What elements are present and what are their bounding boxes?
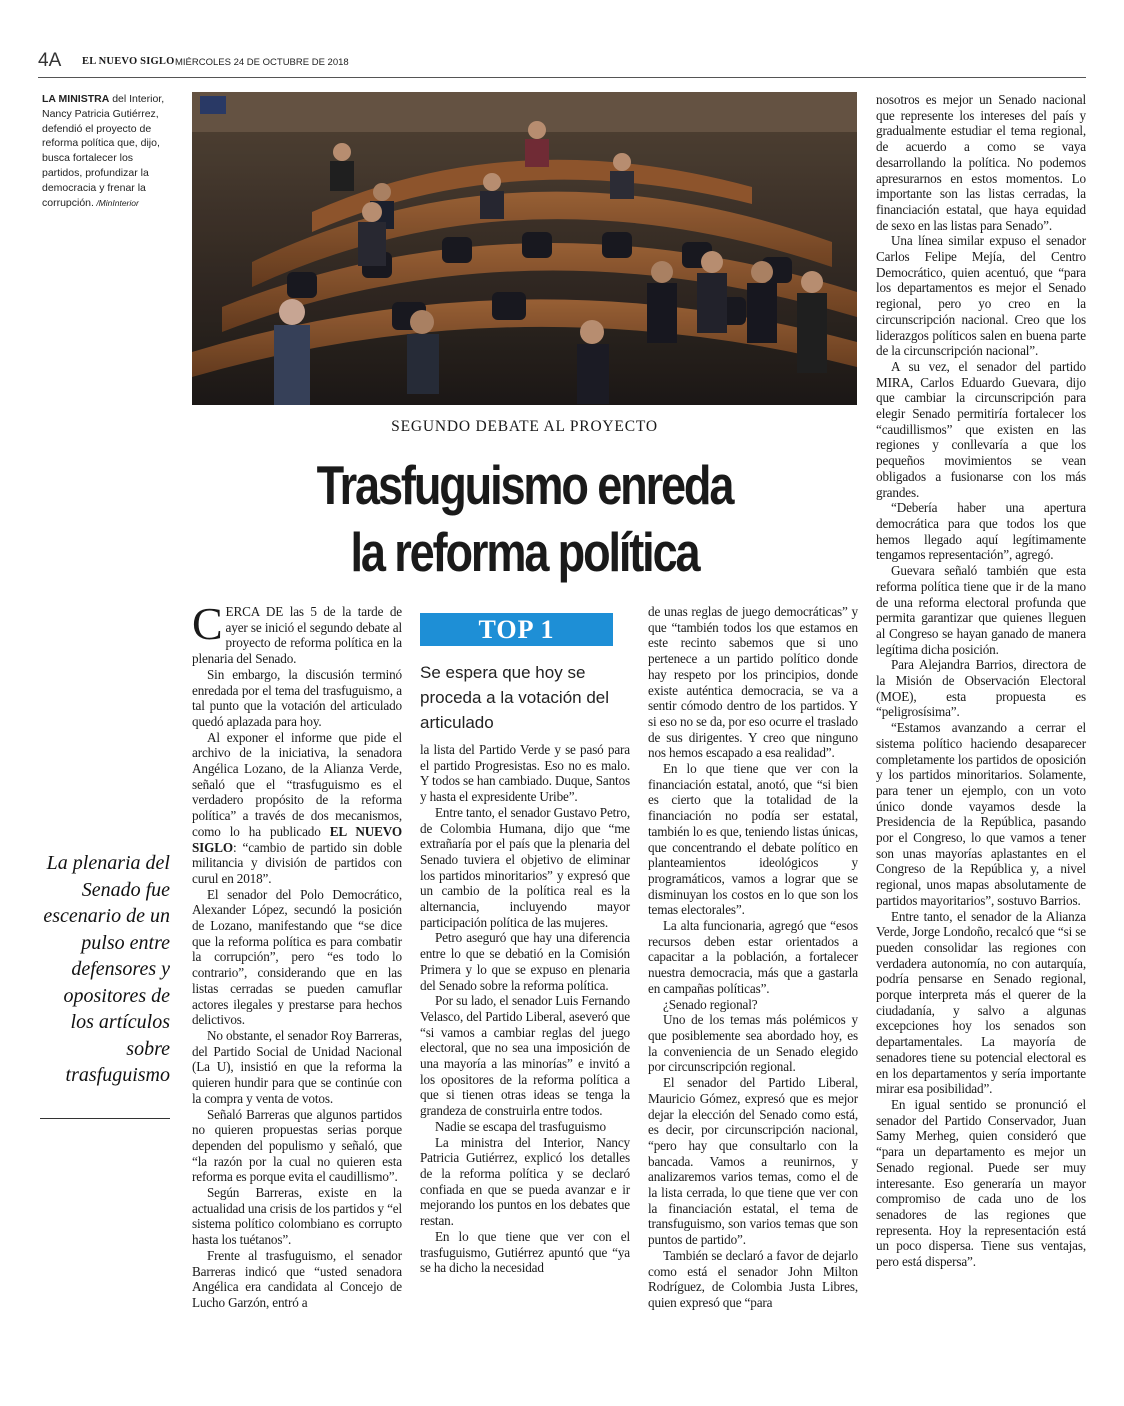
subheading: Nadie se escapa del trasfuguismo [435,1118,606,1134]
pull-quote: La plenaria del Senado fue escenario de un pulso entre defensores y opositores de los artículos sobre trasfuguismo [43,852,170,1086]
article-column-4 [876,92,1086,1270]
paragraph: No obstante, el senador Roy Barreras, del Partido Social de Unidad Nacional (La U), insistió en que la reforma la quieren hundir para que se continúe con la compra y venta de votos. [192,1027,402,1106]
page-number: 4A [38,50,62,71]
caption-text: del Interior, Nancy Patricia Gutiérrez, defendió el proyecto de reforma política que, dijo, busca fortalecer los partidos, profundizar la democracia y frenar la corrupción. [42,93,165,209]
headline-line-2: la reforma política [350,521,699,583]
lead-text: las 5 de la tarde de ayer se inició el segundo debate al proyecto de reforma política en la plenaria del Senado. [192,604,402,667]
paragraph: El senador del Partido Liberal, Mauricio Gómez, expresó que es mejor dejar la elección del Senado como está, es decir, por circunscripción nacional, “pero hay que consultarlo con la bancada. Vamos a reunirnos, y analizaremos varios temas, como el de la lista cerrada, lo que tiene que ver con la financiación estatal, el tema de transfuguismo, son varios temas que son puntos de partido”. [648,1075,858,1248]
photo-caption [42,92,172,210]
article-column-1 [192,598,402,1311]
paragraph: Sin embargo, la discusión terminó enredada por el tema del trasfuguismo, a tal punto que la votación del articulado quedó aplazada para hoy. [192,666,402,729]
paragraph: Una línea similar expuso el senador Carlos Felipe Mejía, del Centro Democrático, quien acentuó, que “para los departamentos es mejor el Senado regional, pero yo creo en la circunscripción nacional. Creo que los liderazgos políticos salen en buena parte de la circunscripción nacional”. [876,233,1086,359]
page-header [38,50,1086,76]
paragraph: Según Barreras, existe en la actualidad una crisis de los partidos y “el sistema político colombiano es corrupto hasta los tuétanos”. [192,1185,402,1248]
article-kicker: SEGUNDO DEBATE AL PROYECTO [391,418,658,435]
paragraph: Entre tanto, el senador de la Alianza Verde, Jorge Londoño, recalcó que “si se pueden consolidar las regiones con verdadera autonomía, no con autarquía, podría pensarse en Senado regional, porque interpreta más el querer de la ciudadanía, y salvo a algunas excepciones hoy los senados son departamentales. La mayoría de senadores tiene su potencial electoral es en los departamentos y sería importante mirar esa posibilidad”. [876,908,1086,1097]
subheading: ¿Senado regional? [663,996,758,1012]
paragraph: nosotros es mejor un Senado nacional que represente los intereses del país y gradualmente estudiar el tema regional, de acuerdo a como se vaya desarrollando la política. No podemos apresurarnos en estos momentos. Lo importante son las listas cerradas, la financiación estatal, que haya equidad de sexo en las listas para Senado”. [876,92,1086,233]
paragraph: “Debería haber una apertura democrática para que todos los que hemos llegado aquí legítimamente tengamos representación”, agregó. [876,500,1086,563]
paragraph: Para Alejandra Barrios, directora de la Misión de Observación Electoral (MOE), esta propuesta es “peligrosísima”. [876,657,1086,720]
paragraph-text: Al exponer el informe que pide el archivo de la iniciativa, la senadora Angélica Lozano, de la Alianza Verde, señaló que el “trasfuguismo es el verdadero propósito de la reforma política” a través de dos mecanismos, como lo ha publicado [192,729,402,839]
article-column-3 [648,604,858,1311]
paragraph: Guevara señaló también que esta reforma política tiene que ir de la mano de una reforma electoral profunda que permita garantizar que quienes lleguen al Congreso se hayan ganado de manera legítima dicha posición. [876,563,1086,657]
paragraph: En lo que tiene que ver con el trasfuguismo, Gutiérrez apuntó que “ya se ha dicho la necesidad [420,1228,630,1276]
paragraph: Petro aseguró que hay una diferencia entre lo que se debatió en la Comisión Primera y lo que se expuso en plenaria del Senado sobre la reforma política. [420,930,630,993]
paragraph-text: : “cambio de partido sin doble militancia y división de partidos con curul en 2018”. [192,839,402,886]
photo-credit: /MinInterior [93,197,139,208]
lead-small-caps: ERCA DE [225,604,284,619]
paragraph: El senador del Polo Democrático, Alexander López, secundó la posición de Lozano, manifestando que “se dice que la reforma política es para combatir la corrupción”, pero “es todo lo contrario”, considerando que en las listas cerradas se pueden camuflar actores ilegales y prestarse para hechos delictivos. [192,886,402,1028]
paragraph: Señaló Barreras que algunos partidos no quieren propuestas serias porque dependen del populismo y señaló, que “la razón por la cual no quieren esta reforma es porque evita el caudillismo”. [192,1106,402,1185]
paragraph: Entre tanto, el senador Gustavo Petro, de Colombia Humana, dijo que “me extrañaría por el país que la plenaria del Senado tuviera el objetivo de eliminar los partidos minoritarios” y expresó que un cambio de la política real es la alternancia, incluyendo mayor participación política de las mujeres. [420,804,630,930]
header-rule [38,77,1086,78]
paragraph: de unas reglas de juego democráticas” y que “también todos los que estamos en este recinto sabemos que si uno pertenece a un partido político donde hay respeto por los principios, donde existe auténtica democracia, se va a sentir cómodo dentro de los partidos. Y si eso no se da, por eso ocurre el traslado de sus dirigentes. Y creo que ninguno nos hemos escapado a esa realidad”. [648,604,858,761]
paragraph: La ministra del Interior, Nancy Patricia Gutiérrez, explicó los detalles de la reforma política y se declaró confiada en que se pueda avanzar e ir mejorando los puntos en los debates que restan. [420,1134,630,1229]
article-headline [252,452,797,586]
paragraph [192,730,402,887]
publication-name: EL NUEVO SIGLO [82,56,175,67]
paragraph: la lista del Partido Verde y se pasó para el partido Progresistas. Eso no es malo. Y todos se han cambiado. Duque, Santos y hasta el expresidente Uribe”. [420,742,630,805]
headline-line-1: Trasfuguismo enreda [316,454,733,516]
senate-plenary-photo [192,92,857,405]
paragraph: Por su lado, el senador Luis Fernando Velasco, del Partido Liberal, aseveró que “si vamos a cambiar reglas del juego electoral, que no sea una imposición de una mayoría a las minorías” e invitó a los opositores de la reforma política a que si tienen otras ideas se tenga la grandeza de construirla entre todos. [420,993,630,1119]
drop-cap: C [192,598,223,649]
paragraph: También se declaró a favor de dejarlo como está el senador John Milton Rodríguez, de Colombia Justa Libres, quien expresó que “para [648,1247,858,1310]
caption-lead: LA MINISTRA [42,93,110,105]
paragraph: En lo que tiene que ver con la financiación estatal, anotó, que “si bien es cierto que la totalidad de la financiación no podía ser estatal, también lo es que, teniendo listas únicas, que concentrando el debate político en planteamientos ideológicos y programáticos, vamos a lograr que se disminuyan los costos en lo que son los temas electorales”. [648,761,858,918]
top-badge: TOP 1 [420,613,613,646]
article-column-2 [420,742,630,1276]
paragraph: La alta funcionaria, agregó que “esos recursos deben estar orientados a capacitar a la población, a fortalecer nuestra democracia, más que a gastarla en campañas políticas”. [648,918,858,996]
paragraph: En igual sentido se pronunció el senador del Partido Conservador, Juan Samy Merheg, quien consideró que “para un departamento es mejor un Senado regional. Puede ser muy interesante. Eso generaría un mayor compromiso de cada uno de los senadores de las regiones que representa. Hoy la representación está un poco dispersa. Tiene sus ventajas, pero está dispersa”. [876,1097,1086,1270]
paragraph [192,598,402,667]
paragraph: A su vez, el senador del partido MIRA, Carlos Eduardo Guevara, dijo que cambiar la circunscripción para elegir Senado permitiría fortalecer los “caudillismos” que existen en las regiones y conllevaría a que los pequeños movimientos se vean obligados a fusionarse con los más grandes. [876,358,1086,500]
article-deck: Se espera que hoy se proceda a la votación del articulado [420,663,610,732]
paragraph: “Estamos avanzando a cerrar el sistema político haciendo desaparecer completamente los partidos de oposición y los partidos minoritarios. Solamente, para tener un ejemplo, con un voto único donde vayamos desde la Presidencia de la República, pasando por el Congreso, lo que vamos a tener son unas mayorías aplastantes en el Congreso de la República y, a nivel regional, unos mapas absolutamente de partidos mayoritarios”, sostuvo Barrios. [876,720,1086,908]
publication-mention: EL NUEVO SIGLO [192,823,402,855]
paragraph: Frente al trasfuguismo, el senador Barreras indicó que “usted senadora Angélica era candidata al Concejo de Lucho Garzón, entró a [192,1247,402,1310]
paragraph: Uno de los temas más polémicos y que posiblemente sea abordado hoy, es la conveniencia de un Senado elegido por circunscripción regional. [648,1012,858,1075]
publication-date: MIÉRCOLES 24 DE OCTUBRE DE 2018 [175,57,349,68]
pull-quote-rule [40,1118,170,1119]
